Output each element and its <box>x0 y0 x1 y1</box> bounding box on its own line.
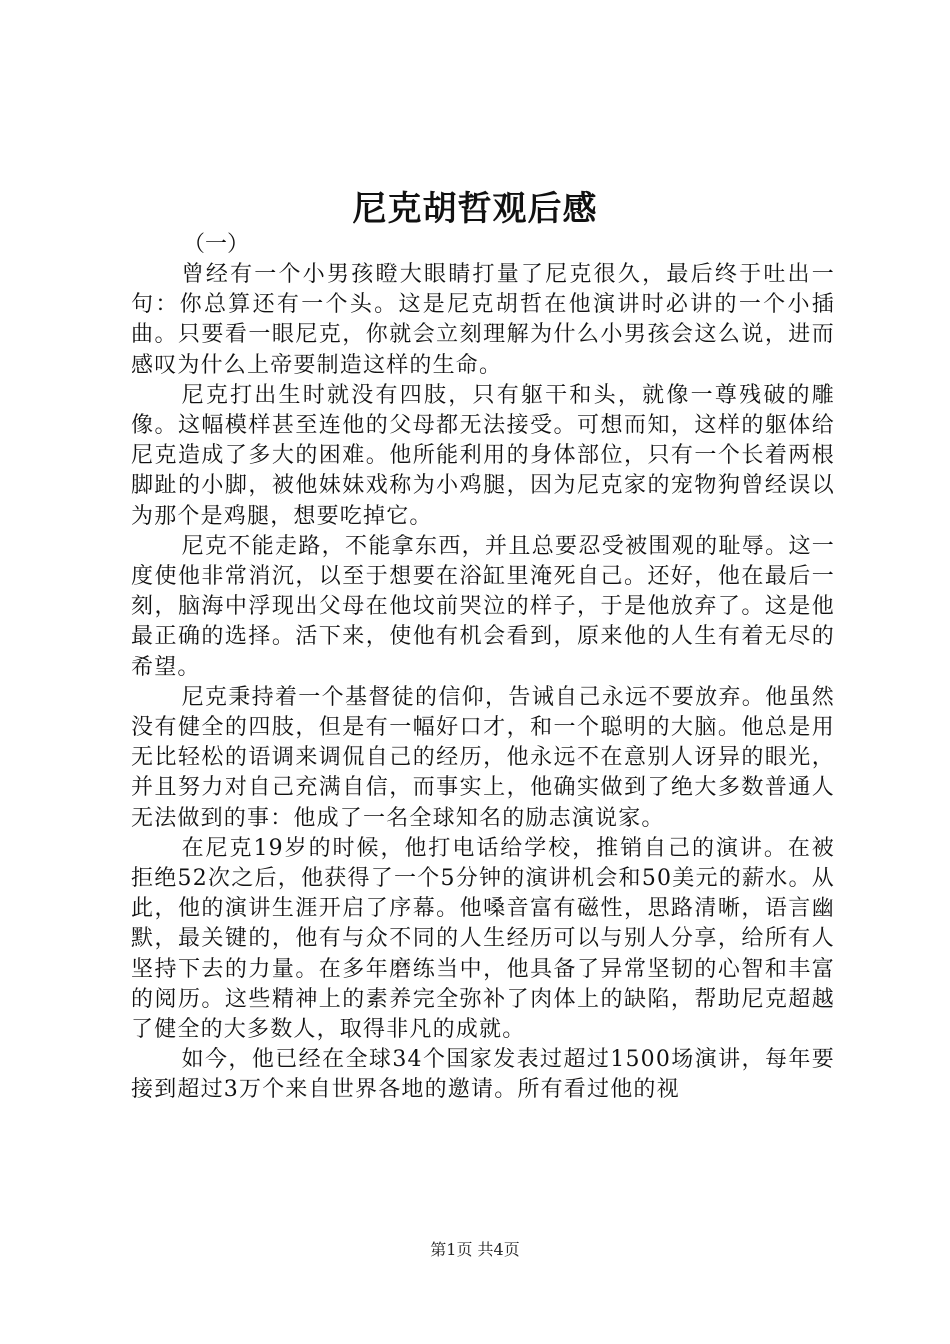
page-number-footer: 第1页 共4页 <box>430 1240 520 1259</box>
paragraph-4: 尼克秉持着一个基督徒的信仰，告诫自己永远不要放弃。他虽然没有健全的四肢，但是有一幅好口才，和一个聪明的大脑。他总是用无比轻松的语调来调侃自己的经历，他永远不在意别人讶异的眼光，并且努力对自己充满自信，而事实上，他确实做到了绝大多数普通人无法做到的事：他成了一名全球知名的励志演说家。 <box>131 684 835 831</box>
section-label: （一） <box>183 232 250 257</box>
paragraph-5: 在尼克19岁的时候，他打电话给学校，推销自己的演讲。在被拒绝52次之后，他获得了一个5分钟的演讲机会和50美元的薪水。从此，他的演讲生涯开启了序幕。他嗓音富有磁性，思路清晰，语言幽默，最关键的，他有与众不同的人生经历可以与别人分享，给所有人坚持下去的力量。在多年磨练当中，他具备了异常坚韧的心智和丰富的阅历。这些精神上的素养完全弥补了肉体上的缺陷，帮助尼克超越了健全的大多数人，取得非凡的成就。 <box>131 835 835 1043</box>
paragraph-2: 尼克打出生时就没有四肢，只有躯干和头，就像一尊残破的雕像。这幅模样甚至连他的父母都无法接受。可想而知，这样的躯体给尼克造成了多大的困难。他所能利用的身体部位，只有一个长着两根脚趾的小脚，被他妹妹戏称为小鸡腿，因为尼克家的宠物狗曾经误以为那个是鸡腿，想要吃掉它。 <box>131 382 835 529</box>
paragraph-1: 曾经有一个小男孩瞪大眼睛打量了尼克很久，最后终于吐出一句：你总算还有一个头。这是尼克胡哲在他演讲时必讲的一个小插曲。只要看一眼尼克，你就会立刻理解为什么小男孩会这么说，进而感叹为什么上帝要制造这样的生命。 <box>131 262 835 378</box>
document-title: 尼克胡哲观后感 <box>352 189 598 229</box>
document-body <box>131 230 835 1106</box>
paragraph-6: 如今，他已经在全球34个国家发表过超过1500场演讲，每年要接到超过3万个来自世界各地的邀请。所有看过他的视 <box>131 1047 835 1103</box>
paragraph-3: 尼克不能走路，不能拿东西，并且总要忍受被围观的耻辱。这一度使他非常消沉，以至于想要在浴缸里淹死自己。还好，他在最后一刻，脑海中浮现出父母在他坟前哭泣的样子，于是他放弃了。这是他最正确的选择。活下来，使他有机会看到，原来他的人生有着无尽的希望。 <box>131 533 835 680</box>
